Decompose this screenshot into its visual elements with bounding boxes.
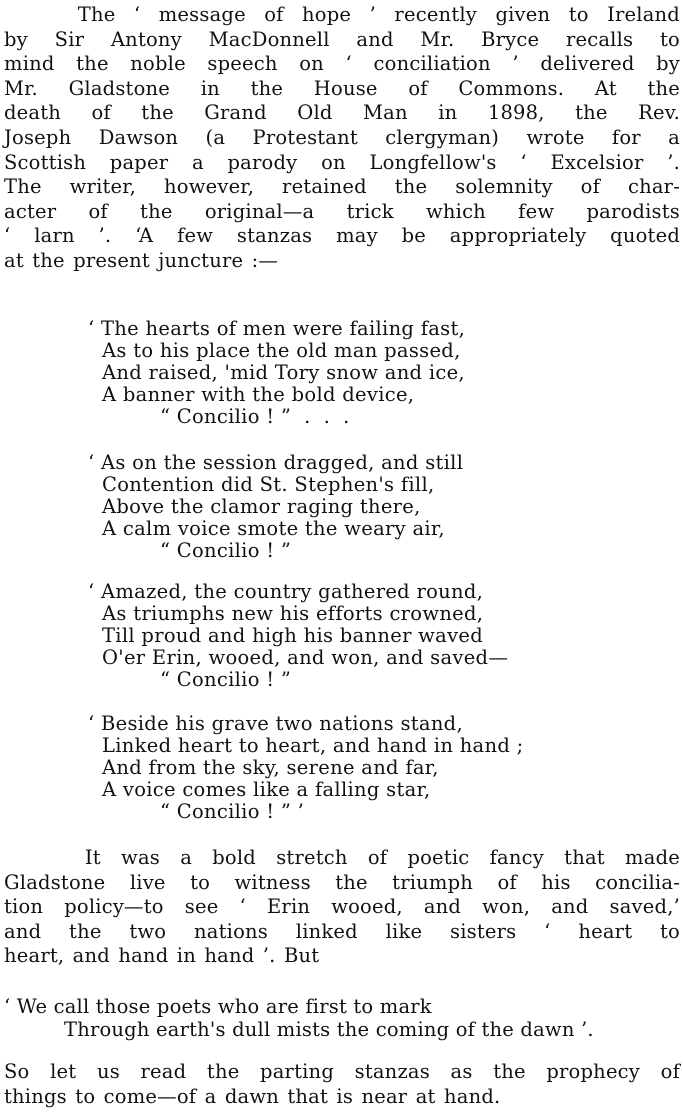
intro-line: death of the Grand Old Man in 1898, the Rev. <box>4 101 680 125</box>
poem-stanza-3 <box>88 581 508 691</box>
closing-line: So let us read the parting stanzas as the prophecy of <box>4 1060 680 1083</box>
quote-line: Through earth's dull mists the coming of the dawn ’. <box>64 1018 594 1041</box>
closing-paragraph <box>4 1060 680 1109</box>
verse-refrain: “ Concilio ! ” <box>160 668 292 691</box>
verse-line: And from the sky, serene and far, <box>102 756 439 779</box>
verse-line: ‘ As on the session dragged, and still <box>88 451 464 474</box>
commentary-paragraph <box>4 846 680 969</box>
intro-line: The ‘ message of hope ’ recently given to Ireland <box>4 3 680 26</box>
quoted-verse <box>4 995 594 1041</box>
intro-line: at the present juncture :— <box>4 248 279 272</box>
poem-stanza-1 <box>88 318 465 428</box>
verse-line: A calm voice smote the weary air, <box>102 517 445 540</box>
quote-line: ‘ We call those poets who are first to mark <box>4 995 432 1018</box>
intro-line: Joseph Dawson (a Protestant clergyman) wrote for a <box>4 125 680 149</box>
commentary-line: Gladstone live to witness the triumph of his concilia- <box>4 870 680 894</box>
verse-line: A banner with the bold device, <box>102 383 415 406</box>
verse-refrain: “ Concilio ! ” ’ <box>160 800 305 823</box>
verse-refrain: “ Concilio ! ” <box>160 539 292 562</box>
intro-paragraph <box>4 3 680 274</box>
intro-line: Scottish paper a parody on Longfellow's ‘ Excelsior ’. <box>4 150 680 174</box>
intro-line: ‘ larn ’. ‘A few stanzas may be appropriately quoted <box>4 224 680 248</box>
verse-line: Contention did St. Stephen's fill, <box>102 473 435 496</box>
commentary-line: It was a bold stretch of poetic fancy that made <box>4 846 680 869</box>
verse-line: A voice comes like a falling star, <box>102 778 431 801</box>
verse-line: ‘ The hearts of men were failing fast, <box>88 317 466 340</box>
intro-line: acter of the original—a trick which few parodists <box>4 199 680 223</box>
commentary-line: tion policy—to see ‘ Erin wooed, and won, and saved,’ <box>4 895 680 919</box>
verse-line: As triumphs new his efforts crowned, <box>102 602 484 625</box>
verse-line: O'er Erin, wooed, and won, and saved— <box>102 646 509 669</box>
verse-line: ‘ Amazed, the country gathered round, <box>88 580 484 603</box>
commentary-line: and the two nations linked like sisters ‘ heart to <box>4 919 680 943</box>
intro-line: Mr. Gladstone in the House of Commons. At the <box>4 76 680 100</box>
poem-stanza-4 <box>88 713 524 823</box>
closing-line: things to come—of a dawn that is near at hand. <box>4 1084 501 1108</box>
intro-line: by Sir Antony MacDonnell and Mr. Bryce recalls to <box>4 27 680 51</box>
intro-line: The writer, however, retained the solemnity of char- <box>4 175 680 199</box>
verse-line: ‘ Beside his grave two nations stand, <box>88 712 463 735</box>
verse-line: And raised, 'mid Tory snow and ice, <box>102 361 465 384</box>
verse-line: Linked heart to heart, and hand in hand ; <box>102 734 524 757</box>
verse-line: Above the clamor raging there, <box>102 495 421 518</box>
commentary-line: heart, and hand in hand ’. But <box>4 944 320 968</box>
poem-stanza-2 <box>88 452 463 562</box>
intro-line: mind the noble speech on ‘ conciliation ’ delivered by <box>4 52 680 76</box>
verse-refrain: “ Concilio ! ” . . . <box>160 405 350 428</box>
verse-line: Till proud and high his banner waved <box>102 624 484 647</box>
verse-line: As to his place the old man passed, <box>102 339 461 362</box>
